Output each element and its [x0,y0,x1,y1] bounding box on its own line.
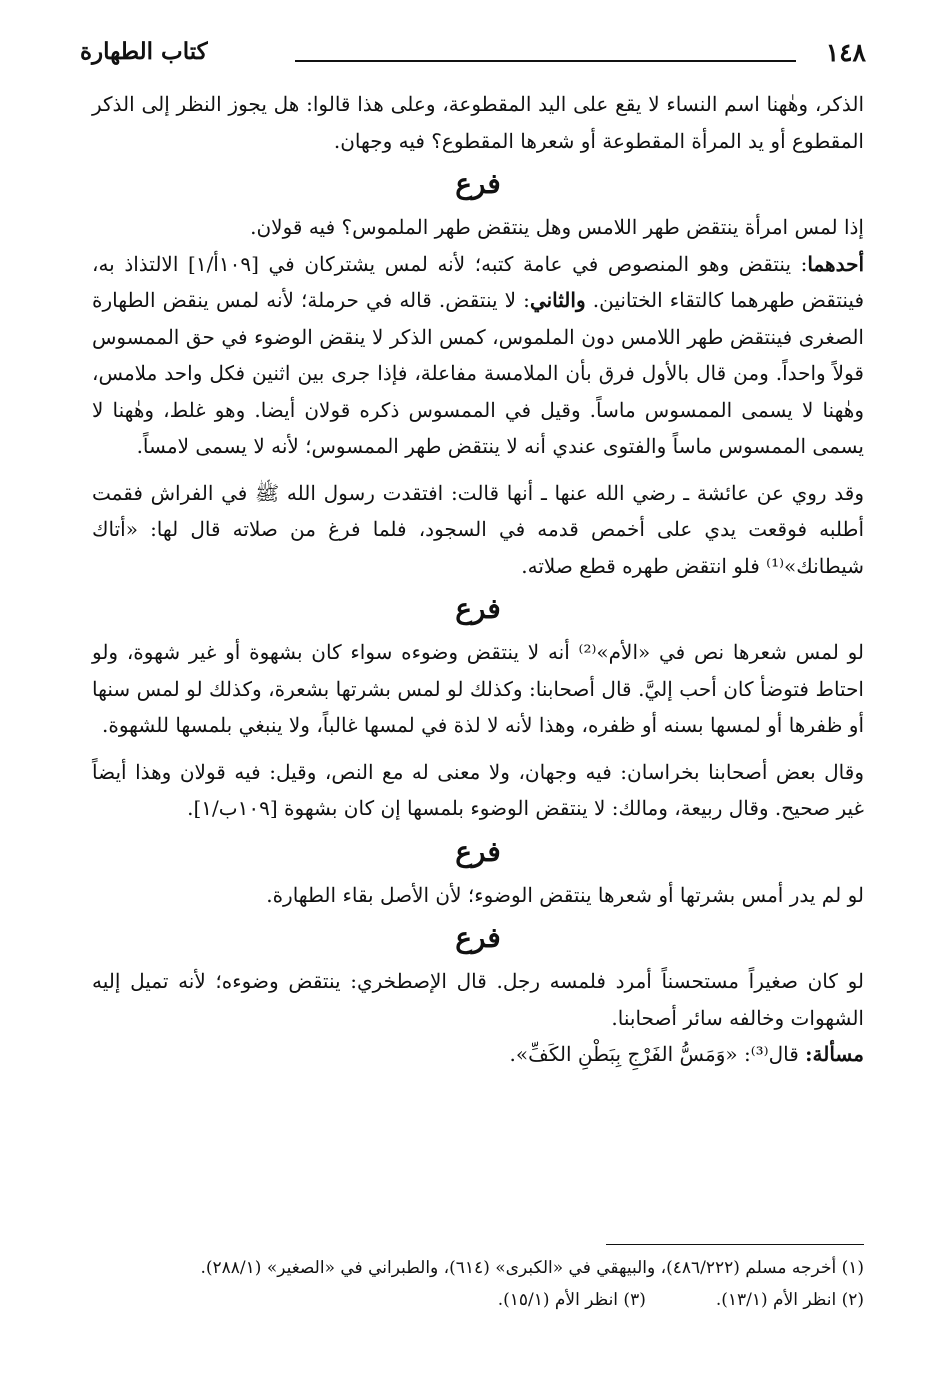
paragraph: الذكر، وهٰهنا اسم النساء لا يقع على اليد المقطوعة، وعلى هذا قالوا: هل يجوز النظر إلى الذكر المقطوع أو يد المرأة المقطوعة أو شعرها المقطوع؟ فيه وجهان. [92,92,864,153]
paragraph-text: : ينتقض وهو المنصوص في عامة كتبه؛ لأنه لمس يشتركان في [١٠٩أ/١] الالتذاذ به، فينتقض طهرهما كالتقاء الختانين. [92,251,865,312]
lead-term: مسألة: [805,1042,864,1066]
section-heading: فرع [455,592,501,625]
footnote-rule [606,1244,864,1245]
paragraph: وقد روي عن عائشة ـ رضي الله عنها ـ أنها قالت: افتقدت رسول الله ﷺ في الفراش فقمت أطلبه فوقعت يدي على أخمص قدمه في السجود، فلما فرغ من صلاته قال لها: «أتاك شيطانك»⁽¹⁾ فلو انتقض طهره قطع صلاته. [92,480,864,578]
footnote: (٣) انظر الأم (١٥/١). [497,1290,646,1310]
footnotes [92,1252,864,1316]
paragraph-intro: إذا لمس امرأة ينتقض طهر اللامس وهل ينتقض طهر الملموس؟ فيه قولان. [250,215,864,239]
page-header [80,38,866,78]
section-heading: فرع [455,834,501,868]
lead-term: أحدهما [807,251,864,276]
section-heading: فرع [455,921,501,954]
paragraph: لو كان صغيراً مستحسناً أمرد فلمسه رجل. قال الإصطخري: ينتقض وضوءه؛ لأنه تميل إليه الشهوات وخالفه سائر أصحابنا. [92,969,864,1030]
paragraph [92,1036,864,1073]
section-heading: فرع [455,167,501,200]
main-text [92,86,864,1073]
paragraph: وقال بعض أصحابنا بخراسان: فيه وجهان، ولا معنى له مع النص، وقيل: فيه قولان وهذا أيضاً غير صحيح. وقال ربيعة، ومالك: لا ينتقض الوضوء بلمسها إن كان بشهوة [١٠٩ب/١]. [92,759,864,820]
paragraph: لو لمس شعرها نص في «الأم»⁽²⁾ أنه لا ينتقض وضوءه سواء كان بشهوة أو غير شهوة، ولو احتاط فتوضأ كان أحب إليَّ. قال أصحابنا: وكذلك لو لمس بشرتها بشعرة، وكذلك لو لمس سنها أو ظفرها أو لمسها بسنه أو ظفره، وهذا لأنه لا لذة في لمسها غالباً، ولا ينبغي بلمسها للشهوة. [92,640,864,737]
paragraph: لو لم يدر أمس بشرتها أو شعرها ينتقض الوضوء؛ لأن الأصل بقاء الطهارة. [266,882,864,907]
paragraph [92,209,864,465]
header-rule [295,60,796,62]
lead-term: والثاني [529,288,586,312]
footnote: (١) أخرجه مسلم (٤٨٦/٢٢٢)، والبيهقي في «الكبرى» (٦١٤)، والطبراني في «الصغير» (٢٨٨/١). [200,1258,864,1278]
paragraph-text: : لا ينتقض. قاله في حرملة؛ لأنه لمس ينقض الطهارة الصغرى فينتقض طهر اللامس دون الملموس، كمس الذكر لا ينقض الوضوء في حق الممسوس قولاً واحداً. ومن قال بالأول فرق بأن الملامسة مفاعلة، فإذا جرى بين اثنين فكل واحد ملامس، وهٰهنا لا يسمى الممسوس ماساً. وقيل في الممسوس ذكره قولان أيضا. وهو غلط، وهٰهنا لا يسمى الممسوس ماساً والفتوى عندي أنه لا ينتقض طهر الممسوس؛ لأنه لا يسمى لامساً. [92,288,864,458]
running-title: كتاب الطهارة [80,38,208,65]
page-number: ١٤٨ [825,38,866,67]
paragraph-text: قال⁽³⁾: «وَمَسُّ الفَرْجِ بِبَطْنِ الكَفِّ». [509,1042,806,1066]
footnote: (٢) انظر الأم (١٣/١). [715,1290,864,1310]
